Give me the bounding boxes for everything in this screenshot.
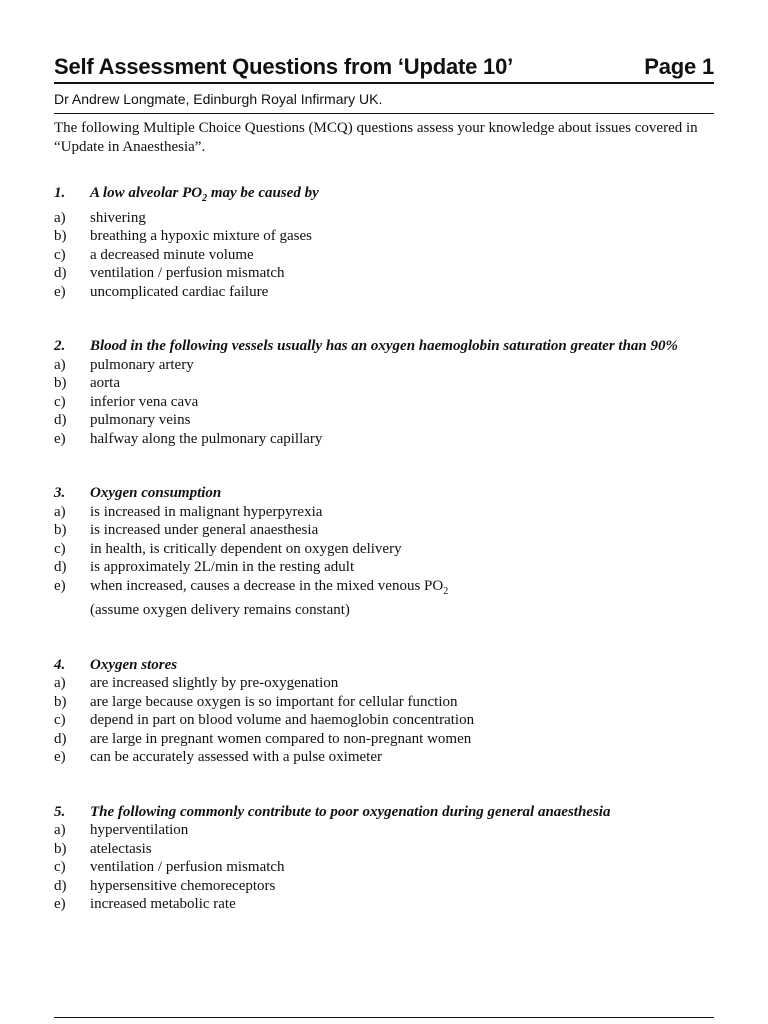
option-letter: a) [54, 675, 66, 691]
option-letter: a) [54, 822, 66, 838]
question-text-part: A low alveolar PO [90, 185, 203, 201]
option-row [54, 895, 714, 914]
option-letter: e) [54, 749, 66, 765]
option-row [54, 821, 714, 840]
question-1 [54, 184, 714, 301]
question-5 [54, 803, 714, 914]
footer-rule [54, 1017, 714, 1018]
option-text: hypersensitive chemoreceptors [90, 877, 276, 894]
option-letter: c) [54, 540, 66, 557]
question-header [54, 656, 714, 675]
option-text: is increased under general anaesthesia [90, 522, 319, 538]
option-letter: c) [54, 246, 66, 263]
option-row [54, 840, 714, 859]
subscript: 2 [202, 193, 208, 204]
option-letter: e) [54, 283, 66, 300]
option-text: hyperventilation [90, 822, 189, 838]
option-row [54, 521, 714, 540]
option-text: pulmonary artery [90, 356, 194, 373]
question-number: 3. [54, 485, 66, 501]
option-letter: b) [54, 375, 67, 391]
option-letter: d) [54, 412, 67, 428]
option-row [54, 693, 714, 712]
option-row [54, 246, 714, 265]
option-text: are increased slightly by pre-oxygenation [90, 675, 339, 691]
option-row [54, 558, 714, 577]
question-text: Blood in the following vessels usually has an oxygen haemoglobin saturation greater than 90% [90, 338, 679, 354]
option-text-part: when increased, causes a decrease in the mixed venous PO [90, 577, 444, 594]
option-row [54, 748, 714, 767]
option-letter: c) [54, 859, 66, 875]
option-row [54, 393, 714, 412]
option-letter: e) [54, 896, 66, 912]
option-text: can be accurately assessed with a pulse oximeter [90, 749, 382, 765]
option-letter: b) [54, 228, 67, 244]
option-text-continuation: (assume oxygen delivery remains constant) [90, 602, 350, 618]
option-letter: b) [54, 840, 67, 857]
option-letter: e) [54, 577, 66, 594]
question-2 [54, 337, 714, 448]
option-row [54, 577, 714, 620]
option-letter: d) [54, 559, 67, 575]
option-letter: c) [54, 712, 66, 728]
option-letter: e) [54, 430, 66, 447]
option-text: is approximately 2L/min in the resting adult [90, 559, 355, 575]
option-row [54, 264, 714, 283]
option-row [54, 356, 714, 375]
option-text: halfway along the pulmonary capillary [90, 430, 323, 447]
option-text: depend in part on blood volume and haemoglobin concentration [90, 712, 475, 728]
page-title: Self Assessment Questions from ‘Update 10’ [54, 54, 514, 79]
option-text [90, 577, 448, 620]
option-text: pulmonary veins [90, 412, 191, 428]
question-number: 5. [54, 803, 66, 820]
question-4 [54, 656, 714, 767]
question-list [54, 184, 714, 914]
option-text: aorta [90, 375, 120, 391]
option-text: a decreased minute volume [90, 246, 254, 263]
option-letter: c) [54, 393, 66, 410]
header-rule [54, 82, 714, 84]
option-text: are large in pregnant women compared to non-pregnant women [90, 730, 472, 747]
option-row [54, 430, 714, 449]
question-header [54, 484, 714, 503]
option-text: ventilation / perfusion mismatch [90, 859, 285, 875]
option-letter: b) [54, 522, 67, 538]
question-header [54, 337, 714, 356]
option-letter: d) [54, 730, 67, 747]
option-row [54, 374, 714, 393]
option-row [54, 711, 714, 730]
option-row [54, 730, 714, 749]
author-rule [54, 113, 714, 114]
option-row [54, 227, 714, 246]
option-text: shivering [90, 209, 146, 226]
option-row [54, 540, 714, 559]
option-letter: d) [54, 877, 67, 894]
question-text: The following commonly contribute to poor oxygenation during general anaesthesia [90, 803, 611, 820]
question-3 [54, 484, 714, 620]
option-row [54, 411, 714, 430]
page-header [54, 50, 714, 82]
question-text-part: may be caused by [207, 185, 319, 201]
question-text: Oxygen consumption [90, 485, 222, 501]
document-page [54, 50, 714, 950]
option-letter: a) [54, 356, 66, 373]
option-text: in health, is critically dependent on oxygen delivery [90, 540, 402, 557]
option-letter: b) [54, 693, 67, 710]
subscript: 2 [443, 585, 449, 597]
option-row [54, 283, 714, 302]
question-header [54, 184, 714, 209]
option-text: breathing a hypoxic mixture of gases [90, 228, 313, 244]
option-text: is increased in malignant hyperpyrexia [90, 503, 323, 520]
option-letter: d) [54, 265, 67, 281]
option-row [54, 877, 714, 896]
question-number: 4. [54, 656, 66, 673]
option-text: are large because oxygen is so important for cellular function [90, 693, 458, 710]
option-text: inferior vena cava [90, 393, 199, 410]
option-row [54, 503, 714, 522]
question-number: 1. [54, 185, 66, 201]
option-letter: a) [54, 209, 66, 226]
question-number: 2. [54, 338, 66, 354]
author-line: Dr Andrew Longmate, Edinburgh Royal Infirmary UK. [54, 91, 383, 107]
intro-paragraph: The following Multiple Choice Questions (MCQ) questions assess your knowledge about issues covered in “Update in Anaesthesia”. [54, 120, 698, 155]
option-text: ventilation / perfusion mismatch [90, 265, 285, 281]
option-text: increased metabolic rate [90, 896, 236, 912]
page-number: Page 1 [644, 54, 714, 79]
question-text: Oxygen stores [90, 656, 178, 673]
option-text: atelectasis [90, 840, 152, 857]
option-row [54, 858, 714, 877]
option-row [54, 209, 714, 228]
option-row [54, 674, 714, 693]
question-text [90, 184, 319, 209]
option-letter: a) [54, 503, 66, 520]
question-header [54, 803, 714, 822]
option-text: uncomplicated cardiac failure [90, 283, 269, 300]
